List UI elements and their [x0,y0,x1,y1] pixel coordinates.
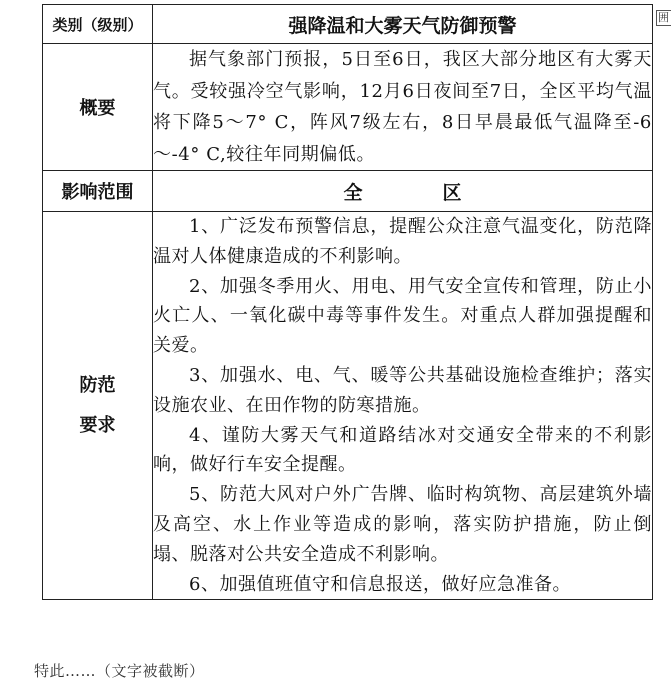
warning-table [42,4,653,600]
measures-list [153,212,653,600]
scope-row [43,171,653,212]
summary-row [43,44,653,171]
scope-label: 影响范围 [43,171,153,212]
measure-item-2: 2、加强冬季用火、用电、用气安全宣传和管理，防止小火亡人、一氧化碳中毒等事件发生。对重点人群加强提醒和关爱。 [153,275,652,357]
measure-item-1: 1、广泛发布预警信息，提醒公众注意气温变化，防范降温对人体健康造成的不利影响。 [153,216,652,267]
warning-title: 强降温和大雾天气防御预警 [153,5,653,44]
scope-value-right: 区 [442,181,462,204]
measures-row [43,212,653,600]
title-row [43,5,653,44]
measures-label-line-1: 防范 [79,374,116,396]
measure-item-3: 3、加强水、电、气、暖等公共基础设施检查维护；落实设施农业、在田作物的防寒措施。 [153,364,652,416]
measures-label [43,212,153,600]
summary-text: 据气象部门预报，5日至6日，我区大部分地区有大雾天气。受较强冷空气影响，12月6日夜间至7日，全区平均气温将下降5～7° C，阵风7级左右，8日早晨最低气温降至-6～-4° C,较往年同期偏低。 [153,44,653,171]
scope-value [153,171,653,212]
category-label: 类别（级别） [43,5,153,44]
footer-partial-text: 特此……（文字被截断） [34,662,205,680]
scope-value-left: 全 [343,181,363,204]
summary-label: 概要 [43,44,153,171]
measure-item-5: 5、防范大风对户外广告牌、临时构筑物、高层建筑外墙及高空、水上作业等造成的影响，落实防护措施，防止倒塌、脱落对公共安全造成不利影响。 [153,484,652,565]
measure-item-4: 4、谨防大雾天气和道路结冰对交通安全带来的不利影响，做好行车安全提醒。 [153,424,652,476]
measures-label-line-2: 要求 [79,414,116,436]
layout-icon[interactable]: 囲 [658,11,669,24]
measure-item-6: 6、加强值班值守和信息报送，做好应急准备。 [189,573,571,595]
